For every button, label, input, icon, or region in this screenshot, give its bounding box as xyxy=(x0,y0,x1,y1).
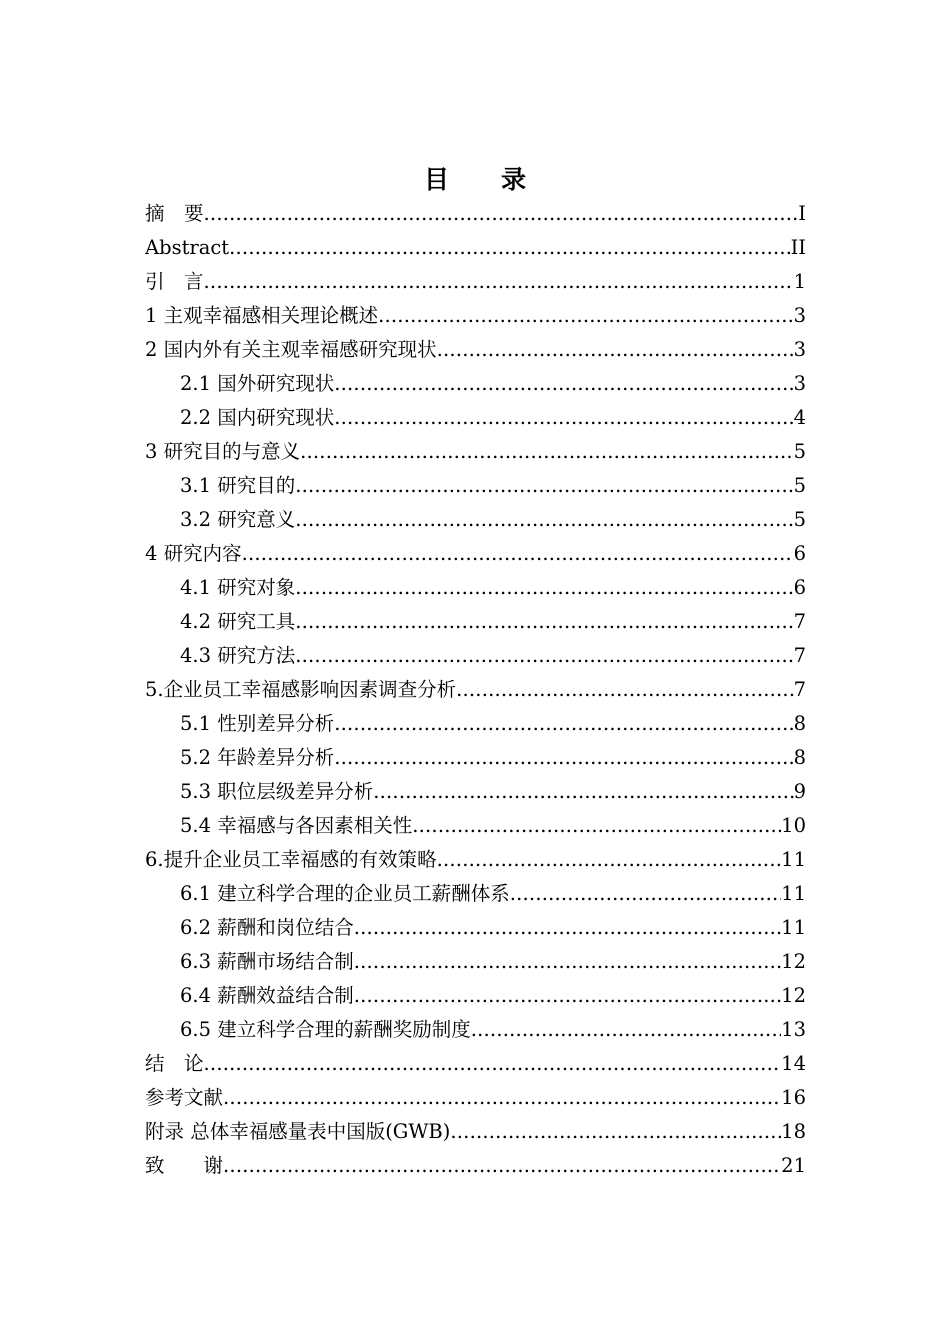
toc-page-number: 5 xyxy=(793,474,806,497)
toc-page-number: 7 xyxy=(793,610,806,633)
toc-page-number: 11 xyxy=(781,916,806,939)
toc-entry-label: 摘 要 xyxy=(145,202,204,225)
toc-page-number: 21 xyxy=(781,1154,806,1177)
toc-page-number: 10 xyxy=(781,814,806,837)
toc-entry[interactable] xyxy=(145,843,806,877)
toc-entry-label: 致 谢 xyxy=(145,1154,224,1177)
toc-entry[interactable] xyxy=(145,333,806,367)
toc-entry[interactable] xyxy=(145,673,806,707)
toc-entry-label: 6.3 薪酬市场结合制 xyxy=(180,950,354,973)
toc-entry[interactable] xyxy=(145,537,806,571)
toc-page-number: 11 xyxy=(781,848,806,871)
toc-entry-label: 2.2 国内研究现状 xyxy=(180,406,335,429)
toc-dot-leader xyxy=(300,435,793,469)
toc-entry[interactable] xyxy=(145,639,806,673)
toc-dot-leader xyxy=(295,639,793,673)
toc-entry[interactable] xyxy=(145,197,806,231)
toc-page-number: 4 xyxy=(793,406,806,429)
toc-dot-leader xyxy=(437,843,782,877)
toc-page-number: 5 xyxy=(793,440,806,463)
toc-dot-leader xyxy=(223,1149,781,1183)
toc-entry-label: 6.提升企业员工幸福感的有效策略 xyxy=(145,848,437,871)
toc-entry-label: 6.1 建立科学合理的企业员工薪酬体系 xyxy=(180,882,510,905)
toc-dot-leader xyxy=(295,469,793,503)
toc-page-number: 6 xyxy=(793,576,806,599)
toc-entry-label: Abstract xyxy=(145,236,230,259)
toc-dot-leader xyxy=(456,673,793,707)
toc-entry[interactable] xyxy=(145,707,806,741)
toc-entry-label: 4.3 研究方法 xyxy=(180,644,296,667)
toc-page-number: 7 xyxy=(793,678,806,701)
toc-entry[interactable] xyxy=(145,1047,806,1081)
toc-dot-leader xyxy=(204,1047,782,1081)
toc-entry[interactable] xyxy=(145,1115,806,1149)
toc-page-number: 13 xyxy=(781,1018,806,1041)
toc-dot-leader xyxy=(450,1115,781,1149)
toc-entry-label: 4.1 研究对象 xyxy=(180,576,296,599)
toc-dot-leader xyxy=(471,1013,781,1047)
toc-page-number: 16 xyxy=(781,1086,806,1109)
toc-entry[interactable] xyxy=(145,299,806,333)
toc-dot-leader xyxy=(334,707,793,741)
toc-page-number: II xyxy=(790,236,806,259)
toc-entry-label: 3.1 研究目的 xyxy=(180,474,296,497)
toc-dot-leader xyxy=(295,571,793,605)
toc-entry-label: 6.2 薪酬和岗位结合 xyxy=(180,916,354,939)
toc-dot-leader xyxy=(204,197,799,231)
toc-entry[interactable] xyxy=(145,401,806,435)
toc-entry-label: 结 论 xyxy=(145,1052,204,1075)
toc-entry[interactable] xyxy=(145,979,806,1013)
toc-page-number: 8 xyxy=(793,712,806,735)
toc-entry-label: 5.3 职位层级差异分析 xyxy=(180,780,374,803)
toc-entry[interactable] xyxy=(145,741,806,775)
toc-entry-label: 6.5 建立科学合理的薪酬奖励制度 xyxy=(180,1018,471,1041)
page-title xyxy=(0,162,950,198)
toc-page-number: 5 xyxy=(793,508,806,531)
toc-entry-label: 参考文献 xyxy=(145,1086,224,1109)
toc-entry[interactable] xyxy=(145,231,806,265)
toc-dot-leader xyxy=(334,367,793,401)
toc-page-number: I xyxy=(798,202,806,225)
toc-page-number: 3 xyxy=(793,304,806,327)
toc-entry[interactable] xyxy=(145,1149,806,1183)
page-title-char-2: 录 xyxy=(501,165,527,194)
toc-dot-leader xyxy=(510,877,781,911)
toc-entry-label: 5.企业员工幸福感影响因素调查分析 xyxy=(145,678,457,701)
toc-dot-leader xyxy=(229,231,790,265)
toc-entry-label: 3.2 研究意义 xyxy=(180,508,296,531)
toc-dot-leader xyxy=(204,265,794,299)
toc-page-number: 1 xyxy=(793,270,806,293)
toc-dot-leader xyxy=(242,537,794,571)
toc-page-number: 12 xyxy=(781,950,806,973)
toc-entry-label: 5.1 性别差异分析 xyxy=(180,712,335,735)
toc-dot-leader xyxy=(223,1081,781,1115)
toc-entry[interactable] xyxy=(145,265,806,299)
toc-entry[interactable] xyxy=(145,503,806,537)
toc-entry[interactable] xyxy=(145,435,806,469)
toc-entry-label: 2 国内外有关主观幸福感研究现状 xyxy=(145,338,437,361)
toc-dot-leader xyxy=(378,299,793,333)
toc-entry-label: 6.4 薪酬效益结合制 xyxy=(180,984,354,1007)
toc-entry[interactable] xyxy=(145,877,806,911)
toc-entry-label: 4.2 研究工具 xyxy=(180,610,296,633)
toc-page-number: 9 xyxy=(793,780,806,803)
toc-page-number: 12 xyxy=(781,984,806,1007)
toc-entry[interactable] xyxy=(145,809,806,843)
toc-dot-leader xyxy=(354,911,781,945)
toc-page-number: 7 xyxy=(793,644,806,667)
toc-page-number: 3 xyxy=(793,372,806,395)
toc-dot-leader xyxy=(437,333,794,367)
toc-dot-leader xyxy=(373,775,793,809)
toc-entry-label: 5.2 年龄差异分析 xyxy=(180,746,335,769)
toc-entry[interactable] xyxy=(145,469,806,503)
toc-dot-leader xyxy=(354,979,781,1013)
toc-page-number: 18 xyxy=(781,1120,806,1143)
toc-entry[interactable] xyxy=(145,911,806,945)
toc-entry-label: 附录 总体幸福感量表中国版(GWB) xyxy=(145,1120,451,1143)
page-title-char-1: 目 xyxy=(423,165,449,194)
toc-page-number: 6 xyxy=(793,542,806,565)
toc-entry[interactable] xyxy=(145,367,806,401)
toc-dot-leader xyxy=(295,605,793,639)
toc-entry-label: 1 主观幸福感相关理论概述 xyxy=(145,304,379,327)
toc-entry-label: 2.1 国外研究现状 xyxy=(180,372,335,395)
toc-entry[interactable] xyxy=(145,571,806,605)
toc-dot-leader xyxy=(334,741,793,775)
toc-dot-leader xyxy=(334,401,793,435)
toc-entry-label: 4 研究内容 xyxy=(145,542,242,565)
table-of-contents xyxy=(145,197,806,1183)
toc-entry[interactable] xyxy=(145,605,806,639)
toc-page-number: 14 xyxy=(781,1052,806,1075)
toc-dot-leader xyxy=(295,503,793,537)
toc-entry[interactable] xyxy=(145,775,806,809)
toc-dot-leader xyxy=(412,809,781,843)
toc-page-number: 3 xyxy=(793,338,806,361)
toc-entry-label: 引 言 xyxy=(145,270,204,293)
toc-page-number: 11 xyxy=(781,882,806,905)
toc-entry-label: 3 研究目的与意义 xyxy=(145,440,301,463)
toc-entry[interactable] xyxy=(145,945,806,979)
toc-page-number: 8 xyxy=(793,746,806,769)
toc-entry[interactable] xyxy=(145,1081,806,1115)
toc-entry[interactable] xyxy=(145,1013,806,1047)
toc-dot-leader xyxy=(354,945,781,979)
toc-entry-label: 5.4 幸福感与各因素相关性 xyxy=(180,814,413,837)
